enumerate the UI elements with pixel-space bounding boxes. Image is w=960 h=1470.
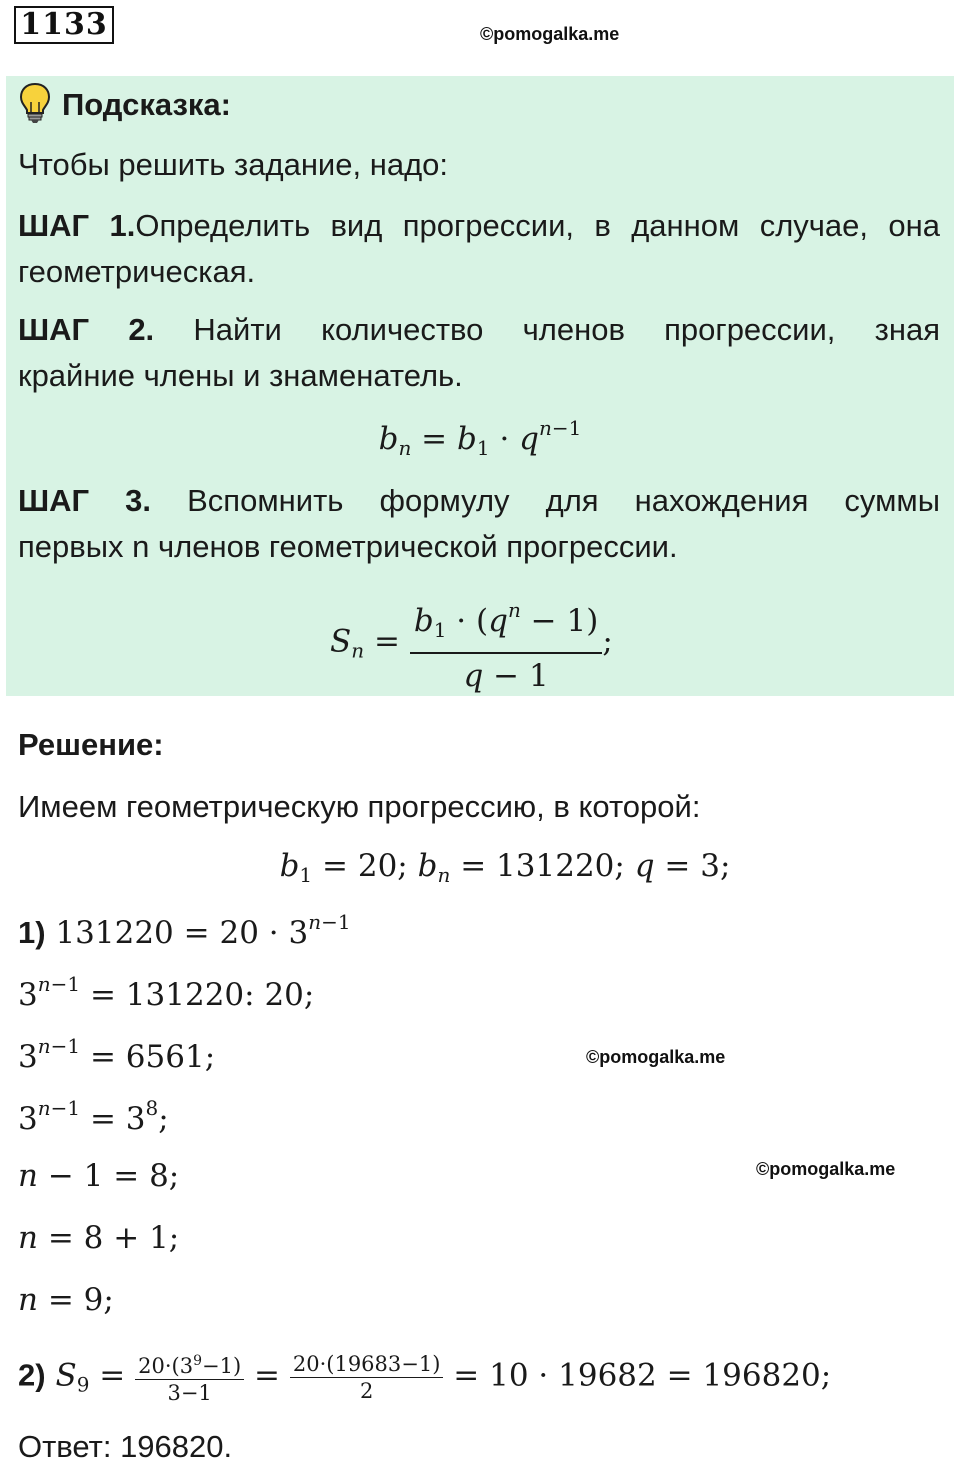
solution-line-3: $3^{n-1} = 6561$;: [18, 1034, 216, 1075]
hint-intro: Чтобы решить задание, надо:: [18, 147, 449, 182]
solution-line-1: 1) $131220 = 20 \cdot 3^{n-1}$: [18, 910, 351, 951]
formula-sum: $S_n$ = $\frac{b_1 \cdot (q^n - 1)}{q - 1}$ ;: [330, 588, 613, 698]
solution-line-5: n − 1 = 8;: [18, 1158, 180, 1194]
step-1-label: ШАГ 1.: [18, 208, 136, 243]
solution-line-6: n = 8 + 1;: [18, 1220, 180, 1256]
hint-title: Подсказка:: [62, 87, 231, 122]
solution-line-2: $3^{n-1} = 131220$: 20;: [18, 972, 315, 1013]
solution-line-sum: 2) $S_9$ = $\frac{20\cdot(3^9-1)}{3-1}$ = $\frac{20\cdot(19683-1)}{2}$ = 10 · 19682 = 196820;: [18, 1348, 831, 1406]
hint-step-2: ШАГ 2. Найти количество членов прогрессии, зная крайние члены и знаменатель.: [18, 312, 940, 393]
watermark-bottom: ©pomogalka.me: [756, 1159, 896, 1179]
step-2-label: ШАГ 2.: [18, 312, 155, 347]
answer: Ответ: 196820.: [18, 1429, 233, 1464]
solution-line-7: n = 9;: [18, 1282, 114, 1318]
watermark-middle: ©pomogalka.me: [586, 1047, 726, 1067]
solution-intro: Имеем геометрическую прогрессию, в которой:: [18, 789, 701, 824]
given-values: $b_1 = 20$; $b_n = 131220$; q = 3;: [279, 848, 731, 887]
solution-title: Решение:: [18, 727, 164, 762]
solution-line-4: $3^{n-1} = 3^8$;: [18, 1096, 169, 1137]
step-3-label: ШАГ 3.: [18, 483, 152, 518]
formula-nth-term: $b_n = b_1 \cdot q^{n-1}$: [378, 416, 582, 460]
watermark-top: ©pomogalka.me: [480, 24, 620, 44]
problem-number: 1133: [14, 6, 114, 44]
hint-step-3: ШАГ 3. Вспомнить формулу для нахождения суммы первых n членов геометрической прогрессии.: [18, 483, 940, 564]
hint-step-1: ШАГ 1.Определить вид прогрессии, в данном случае, она геометрическая.: [18, 208, 940, 289]
lightbulb-icon: [18, 82, 52, 124]
